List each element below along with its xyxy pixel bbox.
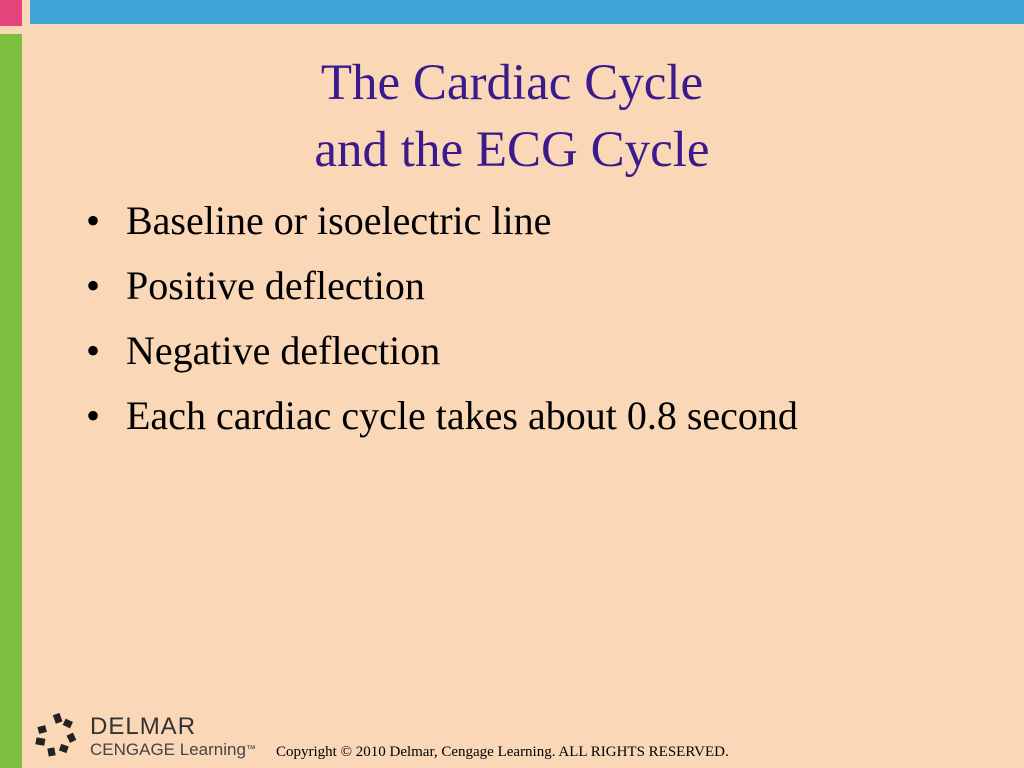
bullet-item xyxy=(86,390,986,442)
title-line-1: The Cardiac Cycle xyxy=(320,55,704,111)
slide-title xyxy=(0,50,1024,184)
bullet-list xyxy=(86,195,986,455)
bullet-text: Baseline or isoelectric line xyxy=(126,198,552,243)
copyright-notice: Copyright © 2010 Delmar, Cengage Learning. ALL RIGHTS RESERVED. xyxy=(276,744,729,760)
corner-accent xyxy=(0,0,22,26)
bullet-text: Each cardiac cycle takes about 0.8 second xyxy=(126,393,798,438)
bullet-icon: • xyxy=(86,328,101,373)
top-accent-bar xyxy=(30,0,1024,24)
bullet-text: Negative deflection xyxy=(126,328,441,373)
bullet-icon: • xyxy=(86,263,101,308)
bullet-icon: • xyxy=(86,393,101,438)
logo-cengage-label: CENGAGE Learning xyxy=(90,740,246,759)
logo-trademark: ™ xyxy=(245,744,256,755)
logo-cengage-text xyxy=(90,740,256,760)
bullet-item xyxy=(86,195,986,247)
bullet-item xyxy=(86,325,986,377)
bullet-text: Positive deflection xyxy=(126,263,425,308)
bullet-item xyxy=(86,260,986,312)
publisher-logo xyxy=(34,712,264,762)
logo-delmar-text: DELMAR xyxy=(90,713,197,740)
bullet-icon: • xyxy=(86,198,101,243)
delmar-logo-icon xyxy=(34,712,80,758)
title-line-2: and the ECG Cycle xyxy=(314,122,710,178)
